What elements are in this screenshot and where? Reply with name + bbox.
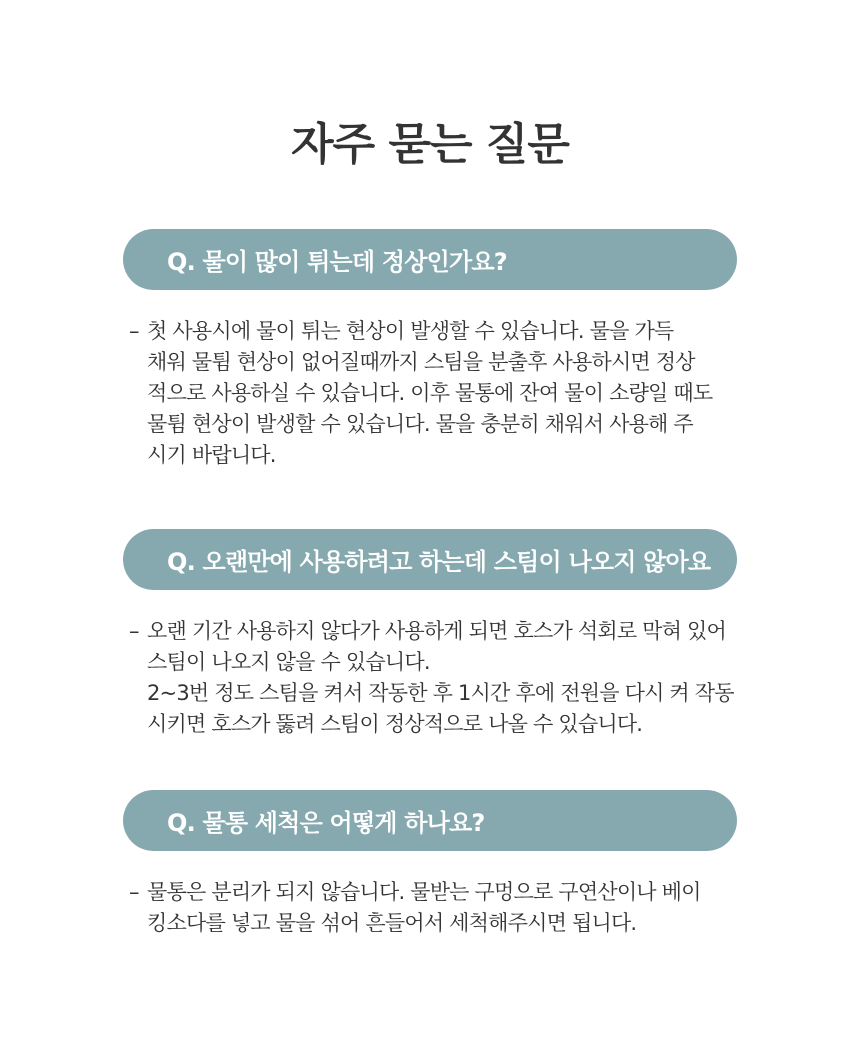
answer-line: 물튐 현상이 발생할 수 있습니다. 물을 충분히 채워서 사용해 주 [147,412,693,436]
question-banner[interactable] [123,529,737,590]
question-banner[interactable] [123,790,737,851]
dash-bullet: – [129,880,140,904]
dash-bullet: – [129,319,140,343]
answer-block [129,616,749,740]
answer-line: 채워 물튐 현상이 없어질때까지 스팀을 분출후 사용하시면 정상 [147,350,695,374]
answer-line: 적으로 사용하실 수 있습니다. 이후 물통에 잔여 물이 소량일 때도 [147,381,713,405]
faq-item-2 [123,529,737,740]
page-title: 자주 묻는 질문 [291,119,569,170]
answer-line: 2~3번 정도 스팀을 켜서 작동한 후 1시간 후에 전원을 다시 켜 작동 [147,681,734,705]
question-text: Q. 오랜만에 사용하려고 하는데 스팀이 나오지 않아요 [167,548,711,576]
answer-line: 킹소다를 넣고 물을 섞어 흔들어서 세척해주시면 됩니다. [147,911,637,935]
answer-line: 오랜 기간 사용하지 않다가 사용하게 되면 호스가 석회로 막혀 있어 [147,619,726,643]
answer-block [129,316,749,471]
question-text: Q. 물이 많이 튀는데 정상인가요? [167,248,507,276]
question-text: Q. 물통 세척은 어떻게 하나요? [167,809,485,837]
answer-line: 스팀이 나오지 않을 수 있습니다. [147,650,430,674]
faq-item-1 [123,229,737,471]
dash-bullet: – [129,619,140,643]
answer-line: 물통은 분리가 되지 않습니다. 물받는 구멍으로 구연산이나 베이 [147,880,701,904]
answer-line: 시키면 호스가 뚫려 스팀이 정상적으로 나올 수 있습니다. [147,712,643,736]
question-banner[interactable] [123,229,737,290]
answer-line: 첫 사용시에 물이 튀는 현상이 발생할 수 있습니다. 물을 가득 [147,319,674,343]
answer-line: 시기 바랍니다. [147,443,276,467]
answer-block [129,877,749,939]
faq-item-3 [123,790,737,939]
